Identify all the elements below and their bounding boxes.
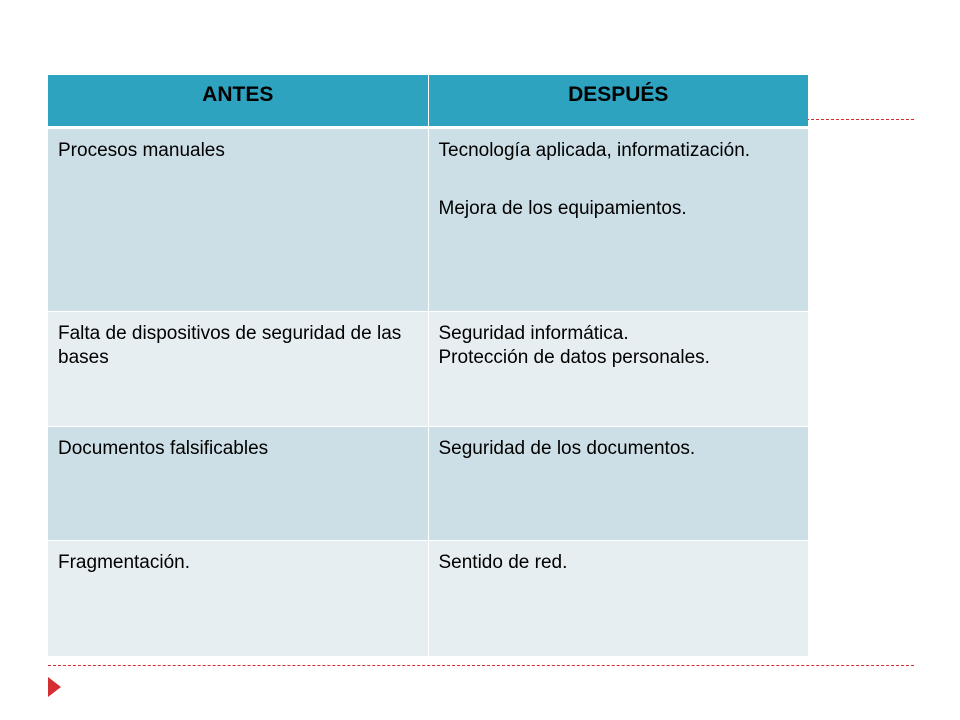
cell-text: Seguridad informática. xyxy=(438,322,629,344)
cell-antes xyxy=(48,311,428,426)
comparison-table xyxy=(48,75,808,656)
table-row xyxy=(48,127,808,311)
triangle-right-icon xyxy=(48,677,61,697)
table-row xyxy=(48,540,808,656)
table-row xyxy=(48,426,808,540)
dashed-divider-bottom xyxy=(48,665,914,666)
cell-antes xyxy=(48,426,428,540)
cell-despues xyxy=(428,311,808,426)
table-row xyxy=(48,311,808,426)
header-antes: ANTES xyxy=(48,75,428,127)
cell-text: Sentido de red. xyxy=(438,551,568,573)
dashed-divider-top xyxy=(806,119,914,120)
cell-text: Falta de dispositivos de seguridad de las bases xyxy=(58,322,402,368)
cell-text: Protección de datos personales. xyxy=(438,346,710,368)
header-despues: DESPUÉS xyxy=(428,75,808,127)
table-header-row xyxy=(48,75,808,127)
cell-despues xyxy=(428,540,808,656)
cell-text: Procesos manuales xyxy=(58,139,225,161)
cell-text: Seguridad de los documentos. xyxy=(438,437,696,459)
cell-despues xyxy=(428,426,808,540)
cell-antes xyxy=(48,540,428,656)
cell-text: Fragmentación. xyxy=(58,551,191,573)
cell-despues xyxy=(428,127,808,311)
cell-text: Tecnología aplicada, informatización. xyxy=(438,139,751,161)
cell-text: Documentos falsificables xyxy=(58,437,269,459)
cell-antes xyxy=(48,127,428,311)
cell-text: Mejora de los equipamientos. xyxy=(438,197,687,219)
